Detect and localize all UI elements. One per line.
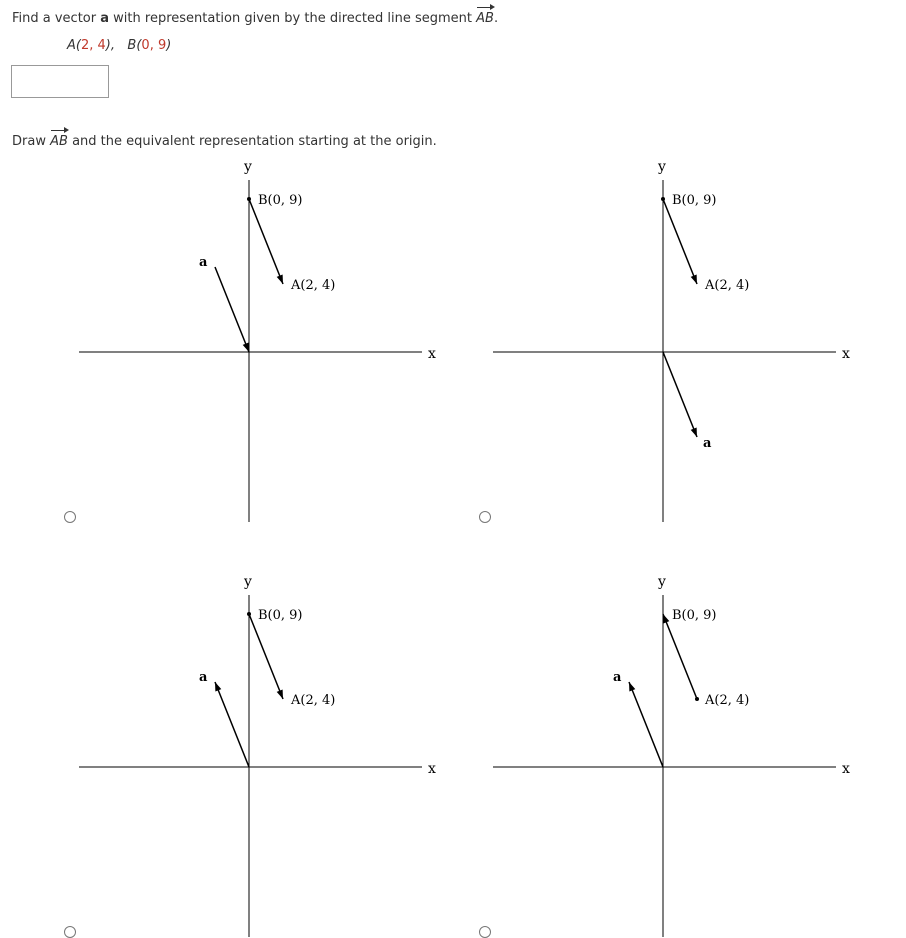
option-4-segment-ab bbox=[663, 614, 697, 699]
vector-a-bold: a bbox=[100, 11, 110, 26]
option-4-segment-arrowhead bbox=[663, 614, 669, 624]
point-a-coords: 2, 4 bbox=[80, 38, 106, 53]
option-2-segment-arrowhead bbox=[691, 274, 697, 284]
option-3-y-axis-label: y bbox=[244, 574, 252, 590]
option-3-vector-a-arrowhead bbox=[215, 682, 221, 692]
question-2-text: Draw AB and the equivalent representation starting at the origin. bbox=[12, 134, 437, 149]
option-1-point-a-label: A(2, 4) bbox=[291, 278, 336, 293]
option-3-segment-ab bbox=[249, 614, 283, 699]
option-1-vector-a-arrowhead bbox=[243, 342, 249, 352]
option-2-segment-ab bbox=[663, 199, 697, 284]
option-2-point-b-dot bbox=[661, 197, 665, 201]
option-4-vector-a bbox=[629, 682, 663, 767]
option-2-vector-a-label: a bbox=[703, 436, 712, 451]
question-1-text: Find a vector a with representation given by the directed line segment AB. bbox=[12, 11, 499, 26]
option-1-y-axis-label: y bbox=[244, 159, 252, 175]
option-4-point-a-dot bbox=[695, 697, 699, 701]
option-2-y-axis-label: y bbox=[658, 159, 666, 175]
option-4-y-axis-label: y bbox=[658, 574, 666, 590]
option-4-vector-a-arrowhead bbox=[629, 682, 635, 692]
option-4-point-b-label: B(0, 9) bbox=[672, 608, 717, 623]
option-2-vector-a bbox=[663, 352, 697, 437]
option-3-vector-a bbox=[215, 682, 249, 767]
segment-ab-vector: AB bbox=[476, 11, 494, 26]
segment-ab-vector-2: AB bbox=[50, 134, 68, 149]
option-3-vector-a-label: a bbox=[199, 670, 208, 685]
option-1-vector-a-label: a bbox=[199, 255, 208, 270]
option-3-point-b-dot bbox=[247, 612, 251, 616]
option-2-point-a-label: A(2, 4) bbox=[705, 278, 750, 293]
option-4-vector-a-label: a bbox=[613, 670, 622, 685]
point-a-name: A bbox=[67, 38, 76, 53]
point-b-coords: 0, 9 bbox=[141, 38, 167, 53]
option-4-x-axis-label: x bbox=[842, 761, 850, 777]
point-b-name: B bbox=[127, 38, 137, 53]
option-1-point-b-label: B(0, 9) bbox=[258, 193, 303, 208]
option-1-segment-arrowhead bbox=[277, 274, 283, 284]
option-2-x-axis-label: x bbox=[842, 346, 850, 362]
option-2-point-b-label: B(0, 9) bbox=[672, 193, 717, 208]
option-2-vector-a-arrowhead bbox=[691, 427, 697, 437]
option-1-vector-a bbox=[215, 267, 249, 352]
option-3-segment-arrowhead bbox=[277, 689, 283, 699]
option-1-point-b-dot bbox=[247, 197, 251, 201]
given-points: A(2, 4), B(0, 9) bbox=[67, 38, 172, 53]
option-4-point-a-label: A(2, 4) bbox=[705, 693, 750, 708]
option-1-segment-ab bbox=[249, 199, 283, 284]
option-3-point-a-label: A(2, 4) bbox=[291, 693, 336, 708]
option-3-x-axis-label: x bbox=[428, 761, 436, 777]
option-3-point-b-label: B(0, 9) bbox=[258, 608, 303, 623]
option-1-x-axis-label: x bbox=[428, 346, 436, 362]
